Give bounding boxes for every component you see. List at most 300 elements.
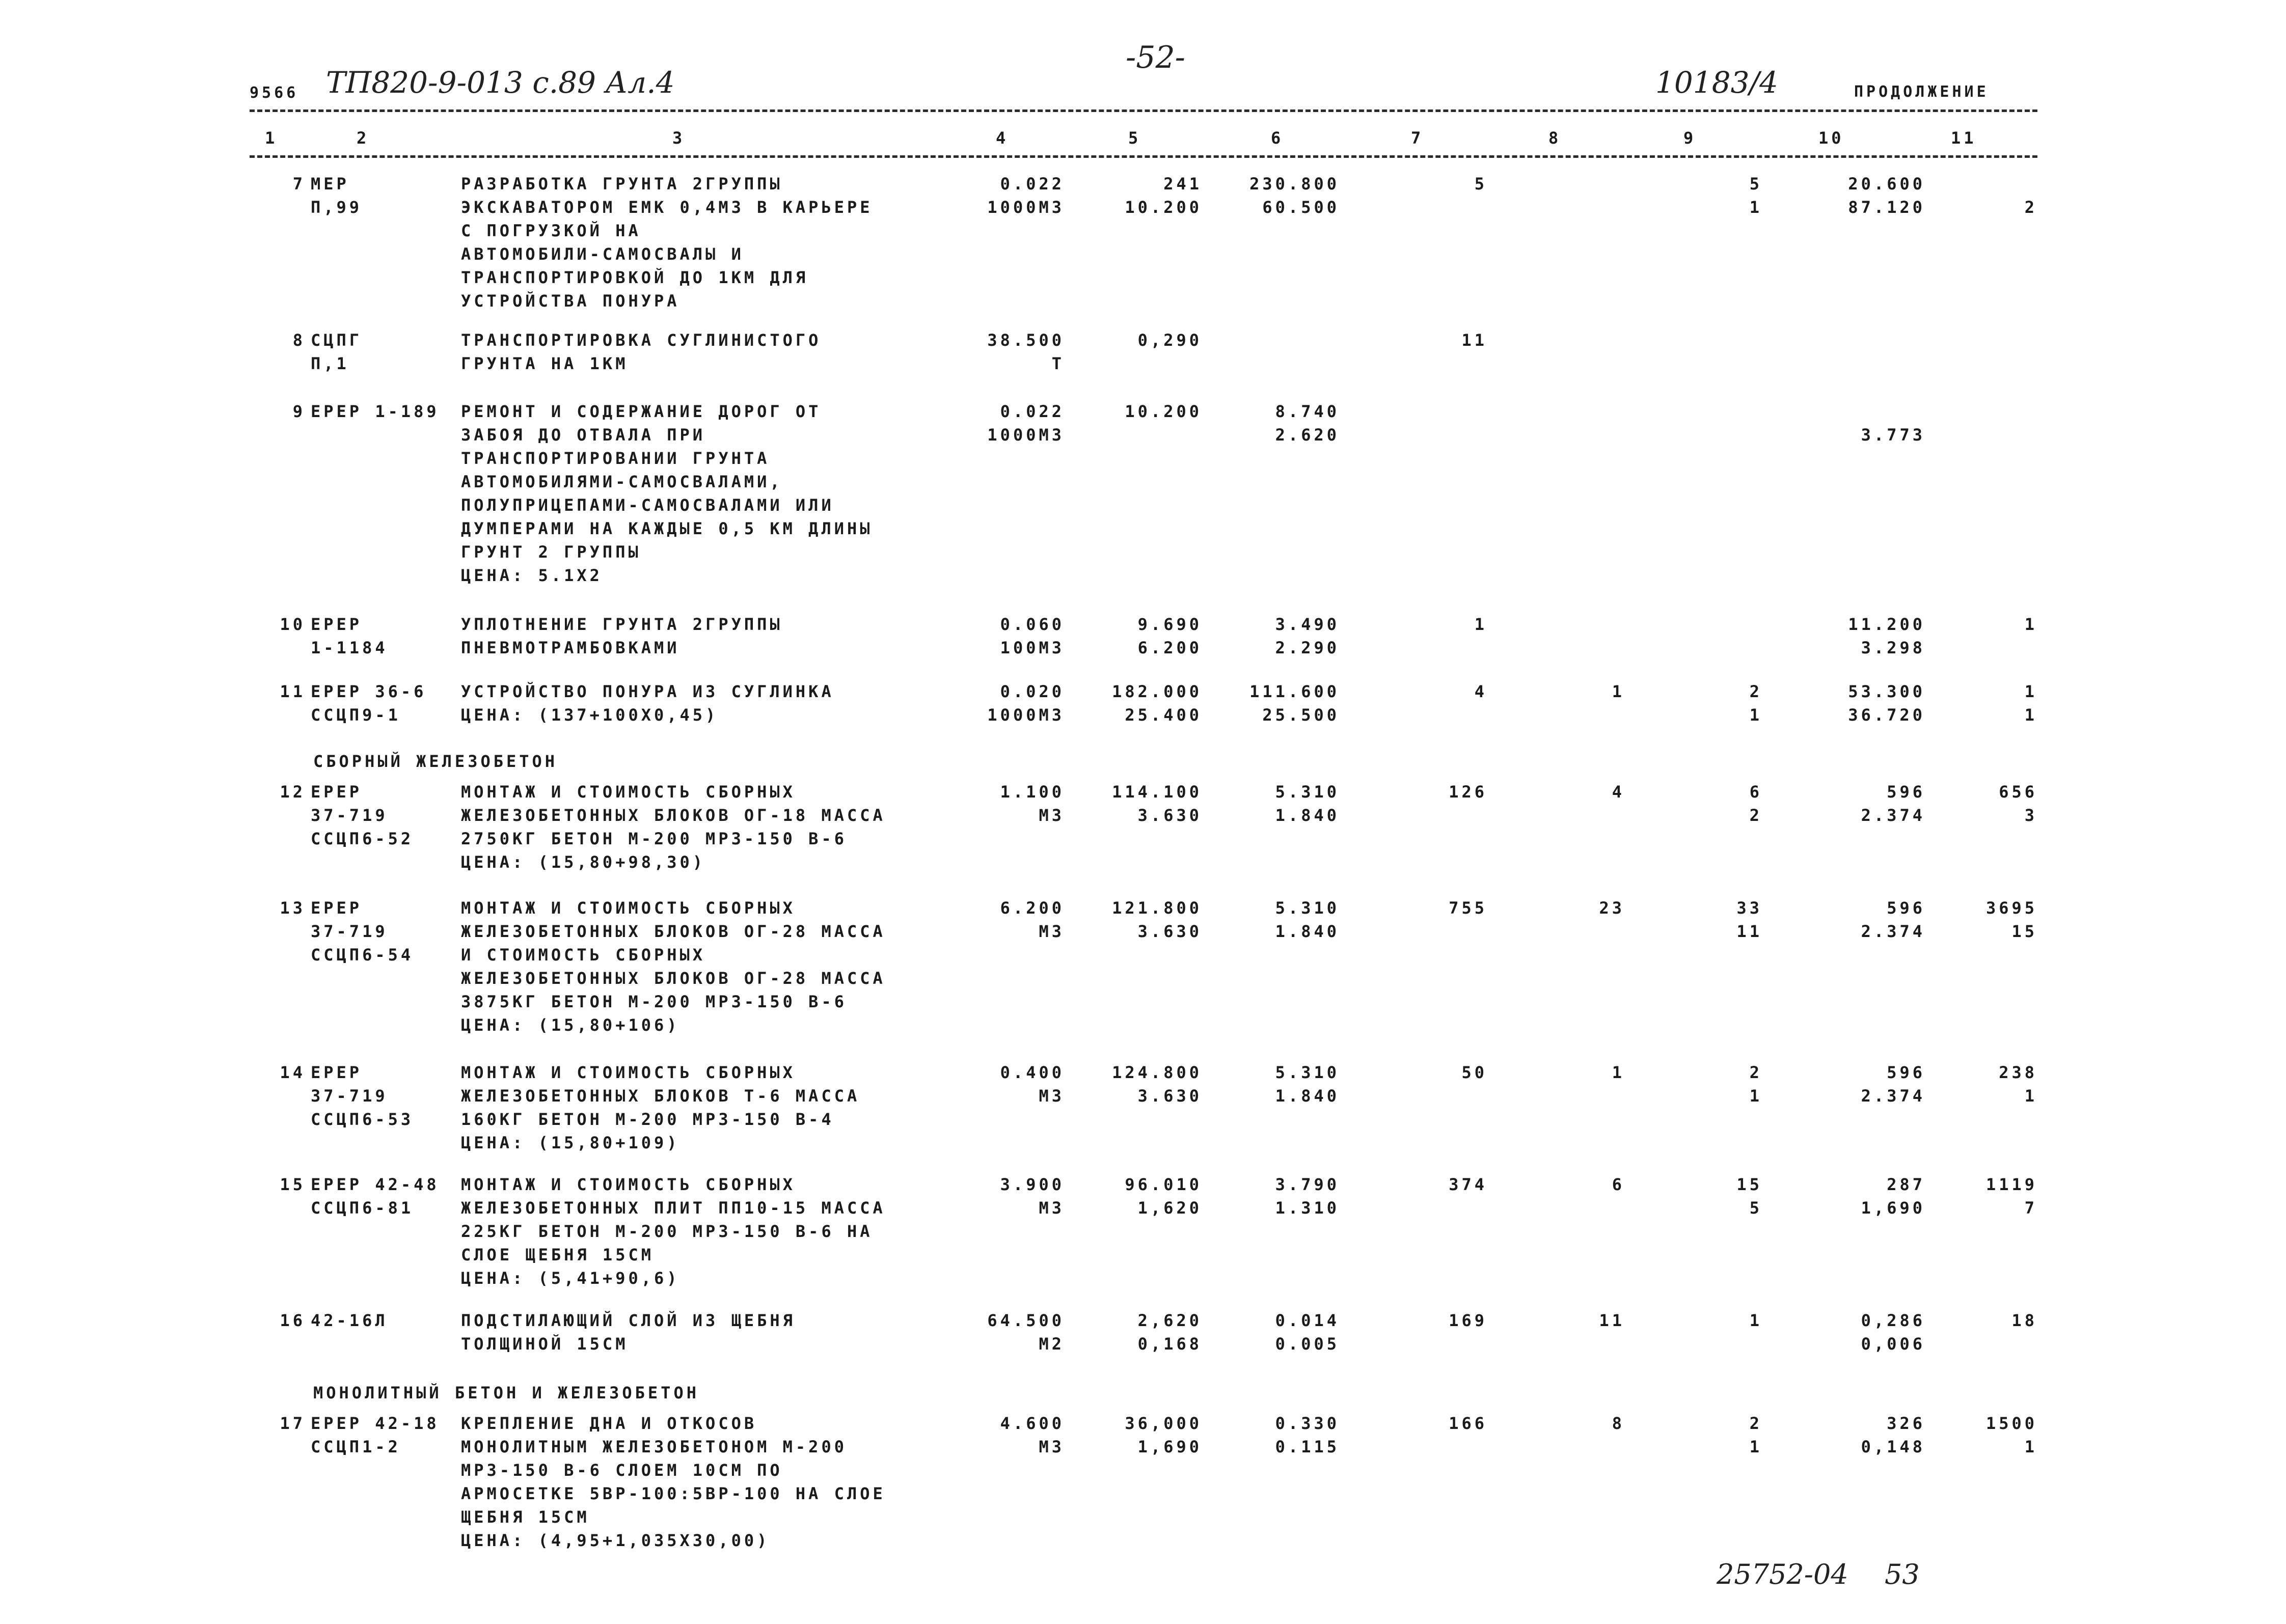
cell-c5 (1090, 896, 1202, 943)
cell-c6-line: 60.500 (1262, 198, 1340, 217)
work-description-line: ЖЕЛЕЗОБЕТОННЫХ БЛОКОВ Т-6 МАССА (461, 1086, 860, 1106)
rate-code-line: ЕРЕР (311, 782, 363, 802)
cell-c10-line: 596 (1887, 1063, 1925, 1082)
cell-c7-line (1406, 804, 1487, 827)
cell-c5 (1090, 1309, 1202, 1356)
row-number: 9 (292, 402, 306, 421)
cell-c6 (1228, 613, 1340, 659)
cell-c4-line: 1000М3 (987, 198, 1065, 217)
rate-code-line: МЕР (311, 174, 349, 194)
row-number: 7 (292, 174, 306, 194)
cell-c5-line: 96.010 (1125, 1175, 1202, 1194)
cell-c4-line: М3 (1039, 1198, 1065, 1218)
cell-c4-line: 0.020 (1000, 682, 1065, 701)
cell-c4-line: 0.022 (1000, 402, 1065, 421)
cell-c11 (1961, 1412, 2037, 1458)
work-description-line: ЗАБОЯ ДО ОТВАЛА ПРИ (461, 425, 706, 445)
cell-c9-line (1686, 636, 1762, 659)
rate-code-line (311, 423, 453, 447)
cell-c4-line: 0.060 (1000, 615, 1065, 634)
cell-c7-line (1406, 1435, 1487, 1458)
cell-c11-line: 15 (2011, 922, 2037, 941)
cell-c9-line: 6 (1749, 782, 1762, 802)
work-description (461, 172, 945, 313)
cell-c11-line (1961, 352, 2037, 375)
rate-code-line: ССЦП1-2 (311, 1437, 401, 1456)
cell-c7-line: 11 (1461, 331, 1487, 350)
cell-c8-line (1554, 1435, 1625, 1458)
cell-c4-line: М2 (1039, 1334, 1065, 1354)
work-description (461, 680, 945, 727)
cell-c10-line: 36.720 (1848, 705, 1925, 725)
rate-code (311, 896, 453, 967)
rate-code-line: 37-719 (311, 806, 388, 825)
work-description-line: ЦЕНА: (15,80+109) (461, 1133, 680, 1152)
rate-code (311, 613, 453, 659)
cell-c11-line: 3695 (1985, 898, 2037, 918)
rate-code-line: ЕРЕР 36-6 (311, 682, 427, 701)
cell-c7-line (1406, 703, 1487, 727)
cell-c6-line: 111.600 (1249, 682, 1340, 701)
work-description-line: 2750КГ БЕТОН М-200 МРЗ-150 В-6 (461, 829, 847, 848)
cell-c4 (958, 780, 1065, 827)
cell-c5-line: 10.200 (1125, 402, 1202, 421)
cell-c7 (1406, 1309, 1487, 1356)
sheet-stamp: 10183/4 (1655, 65, 1778, 100)
cell-c5 (1090, 613, 1202, 659)
cell-c8 (1554, 1309, 1625, 1356)
section-heading: МОНОЛИТНЫЙ БЕТОН И ЖЕЛЕЗОБЕТОН (313, 1383, 699, 1402)
rate-code-line: ССЦП9-1 (311, 705, 401, 725)
cell-c5-line (1090, 423, 1202, 447)
work-description-line: УСТРОЙСТВА ПОНУРА (461, 291, 680, 311)
cell-c9 (1686, 172, 1762, 219)
cell-c7 (1406, 400, 1487, 447)
cell-c11-line (1961, 423, 2037, 447)
cell-c8 (1554, 328, 1625, 375)
cell-c6 (1228, 1061, 1340, 1108)
cell-c10-line (1803, 352, 1925, 375)
column-number-8: 8 (1548, 128, 1562, 148)
cell-c10-line: 11.200 (1848, 615, 1925, 634)
cell-c11-line: 1500 (1985, 1414, 2037, 1433)
cell-c11-line: 18 (2011, 1311, 2037, 1330)
cell-c8 (1554, 1173, 1625, 1220)
work-description (461, 328, 945, 375)
cell-c7-line (1406, 352, 1487, 375)
cell-c5-line: 3.630 (1137, 806, 1202, 825)
cell-c8 (1554, 896, 1625, 943)
cell-c4-line: 3.900 (1000, 1175, 1065, 1194)
work-description-line: КРЕПЛЕНИЕ ДНА И ОТКОСОВ (461, 1414, 757, 1433)
cell-c7-line: 4 (1474, 682, 1487, 701)
cell-c10 (1803, 1412, 1925, 1458)
cell-c8 (1554, 1061, 1625, 1108)
row-number: 13 (280, 898, 306, 918)
cell-c5 (1090, 1173, 1202, 1220)
page-number: -52- (1126, 40, 1185, 75)
rate-code-line: 42-16Л (311, 1311, 388, 1330)
cell-c8 (1554, 1412, 1625, 1458)
work-description-line: МОНТАЖ И СТОИМОСТЬ СБОРНЫХ (461, 1175, 796, 1194)
cell-c11-line (1961, 1332, 2037, 1356)
cell-c7-line: 166 (1449, 1414, 1487, 1433)
cell-c11 (1961, 400, 2037, 447)
cell-c4-line: 4.600 (1000, 1414, 1065, 1433)
work-description-line: 160КГ БЕТОН М-200 МРЗ-150 В-4 (461, 1110, 834, 1129)
work-description-line: ТОЛЩИНОЙ 15СМ (461, 1334, 629, 1354)
cell-c5 (1090, 1061, 1202, 1108)
work-description-line: СЛОЕ ЩЕБНЯ 15СМ (461, 1245, 654, 1264)
cell-c10 (1803, 400, 1925, 447)
cell-c6 (1228, 680, 1340, 727)
cell-c4-line: 64.500 (987, 1311, 1065, 1330)
cell-c9 (1686, 780, 1762, 827)
cell-c10 (1803, 780, 1925, 827)
cell-c5-line: 2,620 (1137, 1311, 1202, 1330)
cell-c8-line (1554, 703, 1625, 727)
cell-c6-line: 3.790 (1275, 1175, 1340, 1194)
column-number-1: 1 (265, 128, 278, 148)
cell-c5 (1090, 780, 1202, 827)
cell-c7 (1406, 680, 1487, 727)
column-number-6: 6 (1271, 128, 1284, 148)
rate-code-line: 37-719 (311, 922, 388, 941)
rate-code-line: ССЦП6-52 (311, 829, 414, 848)
cell-c5 (1090, 328, 1202, 375)
cell-c9 (1686, 1061, 1762, 1108)
rate-code (311, 680, 453, 727)
cell-c8-line: 11 (1599, 1311, 1625, 1330)
cell-c4-line: Т (1051, 354, 1065, 373)
cell-c10-line (1803, 400, 1925, 423)
cell-c5 (1090, 172, 1202, 219)
cell-c4 (958, 896, 1065, 943)
work-description-line: ТРАНСПОРТИРОВАНИИ ГРУНТА (461, 449, 770, 468)
cell-c7-line: 50 (1461, 1063, 1487, 1082)
cell-c9 (1686, 680, 1762, 727)
cell-c9-line: 5 (1749, 174, 1762, 194)
cell-c6 (1228, 896, 1340, 943)
cell-c8-line: 8 (1612, 1414, 1625, 1433)
cell-c8-line (1554, 804, 1625, 827)
cell-c5-line (1090, 352, 1202, 375)
column-number-4: 4 (996, 128, 1009, 148)
cell-c6-line: 1.840 (1275, 806, 1340, 825)
cell-c5-line: 121.800 (1112, 898, 1202, 918)
work-description-line: МОНОЛИТНЫМ ЖЕЛЕЗОБЕТОНОМ М-200 (461, 1437, 847, 1456)
cell-c11 (1961, 1173, 2037, 1220)
cell-c8 (1554, 613, 1625, 659)
cell-c4-line: М3 (1039, 922, 1065, 941)
cell-c5-line: 182.000 (1112, 682, 1202, 701)
cell-c4 (958, 680, 1065, 727)
rate-code-line: ЕРЕР (311, 615, 363, 634)
cell-c4-line: 0.022 (1000, 174, 1065, 194)
cell-c7 (1406, 1173, 1487, 1220)
cell-c11-line (1961, 400, 2037, 423)
cell-c8-line: 6 (1612, 1175, 1625, 1194)
cell-c5-line: 3.630 (1137, 922, 1202, 941)
cell-c11-line: 1 (2024, 615, 2037, 634)
cell-c9-line: 2 (1749, 682, 1762, 701)
cell-c5-line: 114.100 (1112, 782, 1202, 802)
cell-c11-line: 7 (2024, 1198, 2037, 1218)
cell-c7-line (1406, 920, 1487, 943)
cell-c10-line: 2.374 (1861, 1086, 1925, 1106)
cell-c8-line: 1 (1612, 1063, 1625, 1082)
rate-code-line: ЕРЕР (311, 898, 363, 918)
work-description-line: МОНТАЖ И СТОИМОСТЬ СБОРНЫХ (461, 1063, 796, 1082)
work-description-line: ЦЕНА: (4,95+1,035Х30,00) (461, 1531, 770, 1550)
cell-c7 (1406, 1412, 1487, 1458)
cell-c4-line: 1000М3 (987, 425, 1065, 445)
row-number: 11 (280, 682, 306, 701)
cell-c9-line: 2 (1749, 1063, 1762, 1082)
header-top-rule (250, 109, 2037, 112)
cell-c11-line: 3 (2024, 806, 2037, 825)
work-description (461, 1061, 945, 1154)
column-number-9: 9 (1683, 128, 1697, 148)
cell-c6-line: 1.840 (1275, 1086, 1340, 1106)
row-number: 17 (280, 1414, 306, 1433)
cell-c7-line (1406, 1196, 1487, 1220)
cell-c9-line: 1 (1749, 1437, 1762, 1456)
work-description-line: УСТРОЙСТВО ПОНУРА ИЗ СУГЛИНКА (461, 682, 834, 701)
cell-c10 (1803, 680, 1925, 727)
cell-c4-line: 100М3 (1000, 638, 1065, 657)
cell-c5-line: 0,290 (1137, 331, 1202, 350)
work-description-line: УПЛОТНЕНИЕ ГРУНТА 2ГРУППЫ (461, 615, 783, 634)
cell-c9-line (1686, 1332, 1762, 1356)
cell-c5-line: 241 (1163, 174, 1202, 194)
continuation-label: ПРОДОЛЖЕНИЕ (1854, 83, 1989, 101)
cell-c4-line: 0.400 (1000, 1063, 1065, 1082)
cell-c4-line: 1.100 (1000, 782, 1065, 802)
cell-c5 (1090, 1412, 1202, 1458)
rate-code-line: ЕРЕР (311, 1063, 363, 1082)
work-description-line: ПОДСТИЛАЮЩИЙ СЛОЙ ИЗ ЩЕБНЯ (461, 1311, 796, 1330)
cell-c4 (958, 1309, 1065, 1356)
cell-c10-line: 0,286 (1861, 1311, 1925, 1330)
cell-c8-line: 4 (1612, 782, 1625, 802)
work-description (461, 1412, 945, 1552)
work-description-line: И СТОИМОСТЬ СБОРНЫХ (461, 945, 706, 965)
cell-c6 (1228, 780, 1340, 827)
cell-c10-line: 1,690 (1861, 1198, 1925, 1218)
rate-code-line: 1-1184 (311, 638, 388, 657)
work-description-line: ЖЕЛЕЗОБЕТОННЫХ ПЛИТ ПП10-15 МАССА (461, 1198, 886, 1218)
cell-c8 (1554, 172, 1625, 219)
cell-c9-line (1686, 400, 1762, 423)
cell-c11-line: 1 (2024, 1437, 2037, 1456)
cell-c7 (1406, 328, 1487, 375)
cell-c10-line: 596 (1887, 782, 1925, 802)
work-description-line: ЦЕНА: (15,80+98,30) (461, 852, 706, 872)
cell-c10-line: 0,148 (1861, 1437, 1925, 1456)
cell-c6-line: 0.014 (1275, 1311, 1340, 1330)
column-number-2: 2 (357, 128, 370, 148)
cell-c10 (1803, 1173, 1925, 1220)
rate-code-line: П,1 (311, 354, 349, 373)
cell-c9-line: 1 (1749, 198, 1762, 217)
cell-c7-line: 374 (1449, 1175, 1487, 1194)
document-code: 9566 (250, 84, 299, 102)
rate-code (311, 1173, 453, 1220)
work-description-line: ЖЕЛЕЗОБЕТОННЫХ БЛОКОВ ОГ-28 МАССА (461, 969, 886, 988)
row-number: 14 (280, 1063, 306, 1082)
cell-c11 (1961, 680, 2037, 727)
cell-c10 (1803, 1309, 1925, 1356)
cell-c7-line (1406, 423, 1487, 447)
column-number-7: 7 (1411, 128, 1424, 148)
cell-c7-line (1406, 196, 1487, 219)
cell-c10-line: 20.600 (1848, 174, 1925, 194)
cell-c7 (1406, 172, 1487, 219)
cell-c9-line (1686, 352, 1762, 375)
rate-code-line: ССЦП6-53 (311, 1110, 414, 1129)
cell-c8-line: 23 (1599, 898, 1625, 918)
cell-c4 (958, 1173, 1065, 1220)
cell-c9 (1686, 328, 1762, 375)
cell-c6-line: 3.490 (1275, 615, 1340, 634)
rate-code-line: ЕРЕР 1-189 (311, 402, 440, 421)
work-description-line: ПОЛУПРИЦЕПАМИ-САМОСВАЛАМИ ИЛИ (461, 496, 834, 515)
cell-c11-line (1961, 636, 2037, 659)
cell-c5 (1090, 400, 1202, 447)
cell-c11 (1961, 1061, 2037, 1108)
cell-c5-line: 1,690 (1137, 1437, 1202, 1456)
row-number: 12 (280, 782, 306, 802)
cell-c10-line: 3.298 (1861, 638, 1925, 657)
row-number: 16 (280, 1311, 306, 1330)
cell-c7-line: 755 (1449, 898, 1487, 918)
cell-c11-line: 2 (2024, 198, 2037, 217)
column-number-11: 11 (1951, 128, 1977, 148)
cell-c9-line: 15 (1736, 1175, 1762, 1194)
cell-c6 (1228, 328, 1340, 375)
cell-c7-line (1406, 1332, 1487, 1356)
cell-c11-line: 1 (2024, 1086, 2037, 1106)
cell-c9 (1686, 1309, 1762, 1356)
work-description-line: ЦЕНА: (5,41+90,6) (461, 1269, 680, 1288)
cell-c7 (1406, 780, 1487, 827)
cell-c4 (958, 172, 1065, 219)
work-description-line: 225КГ БЕТОН М-200 МРЗ-150 В-6 НА (461, 1222, 873, 1241)
rate-code-line: 37-719 (311, 1086, 388, 1106)
document-reference: ТП820-9-013 с.89 Ал.4 (326, 65, 675, 100)
cell-c8-line (1554, 172, 1625, 196)
cell-c10-line: 2.374 (1861, 806, 1925, 825)
cell-c9 (1686, 400, 1762, 447)
work-description (461, 780, 945, 874)
cell-c6 (1228, 1309, 1340, 1356)
cell-c7 (1406, 613, 1487, 659)
work-description-line: ЦЕНА: 5.1Х2 (461, 566, 603, 585)
work-description-line: МОНТАЖ И СТОИМОСТЬ СБОРНЫХ (461, 898, 796, 918)
cell-c9-line: 33 (1736, 898, 1762, 918)
cell-c8-line (1554, 920, 1625, 943)
cell-c6-line: 0.005 (1275, 1334, 1340, 1354)
cell-c4 (958, 1061, 1065, 1108)
cell-c10 (1803, 613, 1925, 659)
cell-c4-line: М3 (1039, 1086, 1065, 1106)
cell-c4 (958, 613, 1065, 659)
cell-c10-line: 3.773 (1861, 425, 1925, 445)
rate-code-line: ЕРЕР 42-48 (311, 1175, 440, 1194)
work-description-line: ГРУНТ 2 ГРУППЫ (461, 542, 641, 562)
rate-code (311, 172, 453, 219)
cell-c10-line: 326 (1887, 1414, 1925, 1433)
cell-c11-line: 656 (1999, 782, 2037, 802)
footer-note: 25752-04 (1717, 1558, 1848, 1590)
cell-c7-line: 1 (1474, 615, 1487, 634)
rate-code-line (311, 1332, 453, 1356)
cell-c4 (958, 1412, 1065, 1458)
cell-c6 (1228, 400, 1340, 447)
cell-c10-line: 87.120 (1848, 198, 1925, 217)
cell-c10-line: 0,006 (1861, 1334, 1925, 1354)
cell-c5-line: 124.800 (1112, 1063, 1202, 1082)
rate-code (311, 400, 453, 447)
cell-c11 (1961, 1309, 2037, 1356)
cell-c7 (1406, 1061, 1487, 1108)
cell-c7-line: 126 (1449, 782, 1487, 802)
cell-c9 (1686, 1412, 1762, 1458)
cell-c9-line: 1 (1749, 705, 1762, 725)
work-description-line: МРЗ-150 В-6 СЛОЕМ 10СМ ПО (461, 1461, 783, 1480)
cell-c8-line (1554, 328, 1625, 352)
cell-c6-line: 5.310 (1275, 782, 1340, 802)
cell-c5-line: 3.630 (1137, 1086, 1202, 1106)
cell-c4-line: М3 (1039, 1437, 1065, 1456)
cell-c5-line: 0,168 (1137, 1334, 1202, 1354)
cell-c9-line (1686, 613, 1762, 636)
row-number: 10 (280, 615, 306, 634)
cell-c4-line: М3 (1039, 806, 1065, 825)
rate-code-line: ССЦП6-81 (311, 1198, 414, 1218)
cell-c4 (958, 400, 1065, 447)
work-description-line: МОНТАЖ И СТОИМОСТЬ СБОРНЫХ (461, 782, 796, 802)
cell-c11-line: 238 (1999, 1063, 2037, 1082)
work-description-line: ЩЕБНЯ 15СМ (461, 1507, 590, 1527)
cell-c6-line (1228, 328, 1340, 352)
cell-c7-line: 5 (1474, 174, 1487, 194)
cell-c10-line: 53.300 (1848, 682, 1925, 701)
work-description-line: ТРАНСПОРТИРОВКОЙ ДО 1КМ ДЛЯ (461, 268, 809, 287)
rate-code (311, 780, 453, 850)
cell-c9-line: 11 (1736, 922, 1762, 941)
work-description-line: РАЗРАБОТКА ГРУНТА 2ГРУППЫ (461, 174, 783, 194)
rate-code-line: П,99 (311, 198, 363, 217)
cell-c8-line (1554, 196, 1625, 219)
cell-c8-line (1554, 636, 1625, 659)
cell-c9-line: 5 (1749, 1198, 1762, 1218)
work-description (461, 1309, 945, 1356)
cell-c6 (1228, 172, 1340, 219)
work-description-line: С ПОГРУЗКОЙ НА (461, 221, 641, 240)
cell-c7-line (1406, 636, 1487, 659)
cell-c9 (1686, 1173, 1762, 1220)
cell-c10-line (1803, 328, 1925, 352)
cell-c7-line (1406, 400, 1487, 423)
cell-c7-line (1406, 1084, 1487, 1108)
work-description-line: АВТОМОБИЛИ-САМОСВАЛЫ И (461, 244, 744, 264)
rate-code (311, 1061, 453, 1131)
work-description-line: АВТОМОБИЛЯМИ-САМОСВАЛАМИ, (461, 472, 783, 491)
cell-c11-line: 1 (2024, 682, 2037, 701)
column-number-10: 10 (1818, 128, 1844, 148)
